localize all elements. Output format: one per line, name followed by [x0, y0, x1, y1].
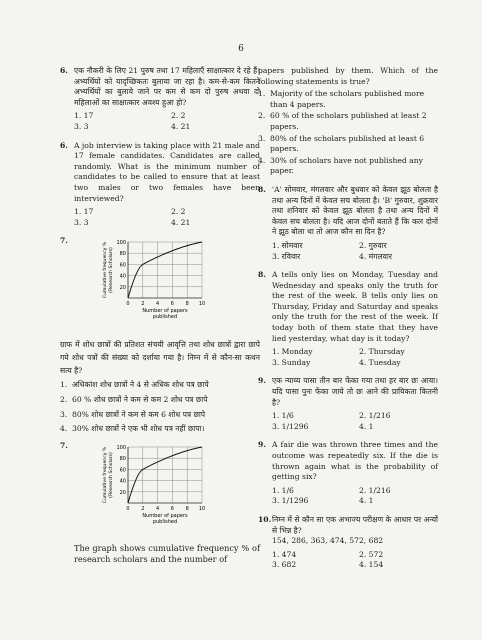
option-3: 3. 1/1296 [272, 421, 309, 431]
option-2: 2. 572 [359, 549, 384, 559]
option-1: 1. सोमवार [272, 240, 303, 250]
left-column [60, 66, 260, 565]
y-tick-label: 100 [116, 240, 126, 247]
statement-3: 3. 80% शोध छात्रों ने कम से कम 6 शोध पत्र छापे [60, 409, 206, 419]
y-tick-label: 80 [119, 251, 126, 258]
y-axis-label: (Research Scholars) [109, 451, 114, 498]
question-number: 8. [258, 270, 266, 280]
statement-2: 2. 60 % शोध छात्रों ने कम से कम 2 शोध पत्र छापे [60, 394, 208, 404]
question-number: 6. [60, 66, 68, 75]
option-1: 1. 474 [272, 549, 297, 559]
x-tick-label: 0 [126, 301, 130, 308]
y-tick-label: 40 [119, 478, 126, 485]
x-tick-label: 2 [141, 505, 145, 512]
options [74, 207, 260, 228]
question-10-hindi [258, 515, 438, 571]
option-1: 1. Monday [272, 347, 313, 357]
option-4: 4. 1 [359, 421, 374, 431]
option-3: 3. Sunday [272, 357, 311, 367]
x-axis-label: Number of papers [142, 308, 188, 315]
option-3: 3. 3 [74, 217, 89, 227]
number-sequence: 154, 286, 363, 474, 572, 682 [272, 536, 384, 546]
x-tick-label: 10 [198, 301, 206, 308]
question-text: एक न्याय्य पासा तीन बार फेंका गया तथा हर बार छः आया। यदि पासा पुनः फेंका जाये तो छः आने की प्रायिकता कितनी है? [272, 376, 438, 407]
cumulative-frequency-chart [74, 441, 224, 537]
x-tick-label: 8 [185, 505, 189, 512]
question-number: 9. [258, 440, 266, 450]
option-2: 2. गुरुवार [359, 240, 387, 250]
x-tick-label: 2 [141, 301, 145, 308]
option-3: 3. 682 [272, 560, 297, 570]
option-1: 1. 1/6 [272, 411, 294, 421]
y-tick-label: 60 [119, 262, 126, 269]
question-number: 8. [258, 184, 266, 194]
question-text: A job interview is taking place with 21 male and 17 female candidates. Candidates are called randomly. What is the minimum number of candidates to be called to ensure that at least two males or two females have been interviewed? [74, 140, 260, 203]
question-number: 6. [60, 140, 68, 150]
question-6-english [60, 141, 260, 229]
cumulative-frequency-chart [74, 236, 224, 332]
option-2: 2. Thursday [359, 347, 405, 357]
option-3: 3. रविवार [272, 251, 301, 261]
question-number: 9. [258, 376, 266, 386]
series-line [128, 242, 202, 298]
question-8-english [258, 270, 438, 368]
option-1: 1. 1/6 [272, 485, 294, 495]
options [272, 241, 438, 262]
y-tick-label: 80 [119, 455, 126, 462]
option-1: 1. 17 [74, 207, 94, 217]
question-text: A fair die was thrown three times and the outcome was repeatedly six. If the die is thrown again what is the probability of getting six? [272, 440, 438, 482]
x-axis-label: Number of papers [142, 512, 188, 519]
option-4: 4. मंगलवार [359, 251, 392, 261]
question-9-hindi [258, 376, 438, 432]
question-text: निम्न में से कौन सा एक अभाज्य परीक्षण के आधार पर अन्यों से भिन्न है? [272, 514, 438, 535]
option-4: 4. 21 [171, 217, 191, 227]
question-number: 7. [60, 440, 68, 450]
options [272, 486, 438, 507]
option-3: 3. 3 [74, 121, 89, 131]
options [272, 411, 438, 432]
statement-4: 4. 30% of scholars have not published any paper. [258, 155, 423, 176]
question-text: The graph shows cumulative frequency % of research scholars and the number of [74, 542, 260, 564]
question-7-hindi [60, 236, 260, 332]
options [272, 550, 438, 571]
statement-4: 4. 30% शोध छात्रों ने एक भी शोध पत्र नहीं छापा। [60, 424, 205, 434]
option-2: 2. 1/216 [359, 485, 391, 495]
question-text: ग्राफ में शोध छात्रों की प्रतिशत संचयी आवृत्ति तथा शोध छात्रों द्वारा छापे गये शोध पत्रों की संख्या को दर्शाया गया है। निम्न में से कौन-सा कथन सत्य है? [60, 340, 260, 376]
statement-1: 1. Majority of the scholars published more than 4 papers. [258, 89, 425, 109]
option-2: 2. 2 [171, 111, 186, 121]
x-tick-label: 8 [185, 301, 189, 308]
question-7-english [60, 441, 260, 537]
y-tick-label: 20 [119, 489, 126, 496]
options [74, 111, 260, 132]
statement-1: 1. अधिकांश शोध छात्रों ने 4 से अधिक शोध पत्र छापे [60, 380, 209, 390]
statement-2: 2. 60 % of the scholars published at least 2 papers. [258, 111, 427, 131]
option-1: 1. 17 [74, 111, 94, 121]
question-text: papers published by them. Which of the following statements is true? [258, 66, 438, 86]
options [272, 347, 438, 368]
y-tick-label: 100 [116, 444, 126, 451]
y-tick-label: 40 [119, 273, 126, 280]
page-number: 6 [238, 44, 244, 54]
series-line [128, 447, 202, 503]
x-axis-label: published [152, 518, 178, 525]
option-2: 2. 2 [171, 207, 186, 217]
y-tick-label: 20 [119, 285, 126, 292]
option-4: 4. 154 [359, 560, 384, 570]
option-2: 2. 1/216 [359, 411, 391, 421]
y-axis-label: Cumulative frequency % [103, 446, 108, 503]
question-text: A tells only lies on Monday, Tuesday and Wednesday and speaks only the truth for the rest of the week. B tells only lies on Thursday, Friday and Saturday and speaks only the truth for the rest of the week. If today both of them state that they have lied yesterday, what day is it today? [272, 270, 438, 343]
x-tick-label: 0 [126, 505, 130, 512]
x-axis-label: published [152, 314, 178, 321]
statements [60, 380, 260, 434]
question-6-hindi [60, 66, 260, 133]
question-text: 'A' सोमवार, मंगलवार और बुधवार को केवल झूठ बोलता है तथा अन्य दिनों में केवल सच बोलता है। 'B' गुरुवार, शुक्रवार तथा शनिवार को केवल झूठ बोलता है तथा अन्य दिनों में केवल सच बोलता है। यदि आज दोनों बताते हैं कि कल दोनों ने झूठ बोला था तो आज कौन सा दिन है? [272, 184, 438, 237]
option-4: 4. 21 [171, 121, 191, 131]
statements [258, 89, 438, 177]
question-9-english [258, 440, 438, 507]
option-4: 4. 1 [359, 496, 374, 506]
option-4: 4. Tuesday [359, 357, 401, 367]
x-tick-label: 6 [170, 505, 174, 512]
option-3: 3. 1/1296 [272, 496, 309, 506]
y-tick-label: 60 [119, 467, 126, 474]
statement-3: 3. 80% of the scholars published at least 6 papers. [258, 133, 425, 154]
question-text: एक नौकरी के लिए 21 पुरुष तथा 17 महिलाएँ साक्षात्कार दे रहे हैं। अभ्यर्थियों को यादृच्छिकतः बुलाया जा रहा है। कम-से-कम कितने अभ्यर्थियों का बुलाये जाने पर कम से कम दो पुरुष अथवा दो महिलाओं का साक्षात्कार अवश्य हुआ हो? [74, 66, 260, 107]
x-tick-label: 4 [156, 505, 160, 512]
question-number: 7. [60, 236, 68, 246]
x-tick-label: 4 [156, 301, 160, 308]
x-tick-label: 6 [170, 301, 174, 308]
question-number: 10. [258, 514, 272, 524]
y-axis-label: Cumulative frequency % [103, 242, 108, 299]
x-tick-label: 10 [198, 505, 206, 512]
right-column [258, 66, 438, 579]
question-7-hindi-body [60, 338, 260, 434]
question-8-hindi [258, 185, 438, 262]
y-axis-label: (Research Scholars) [109, 247, 114, 294]
question-7-english-continued [258, 66, 438, 177]
